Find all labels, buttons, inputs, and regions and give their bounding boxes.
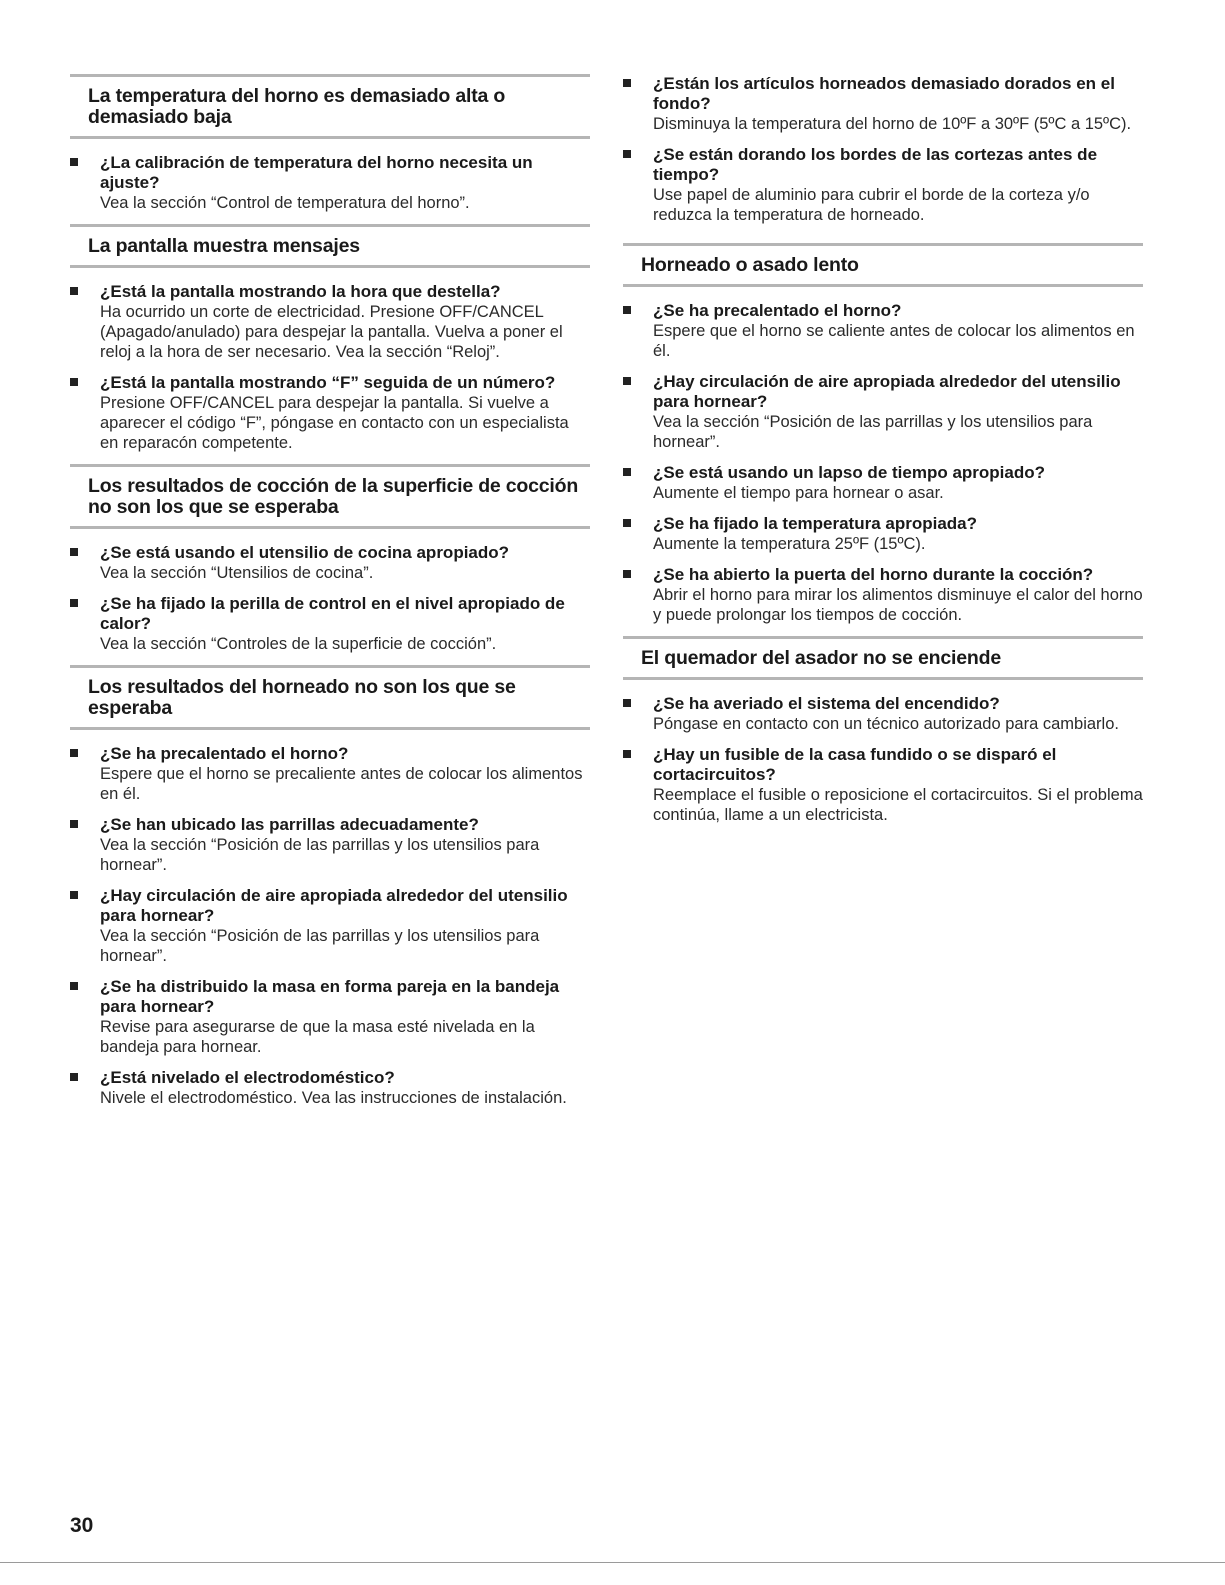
answer-text: Vea la sección “Posición de las parrillas y los utensilios para hornear”. — [653, 413, 1093, 451]
troubleshooting-item — [623, 565, 1143, 625]
answer-text: Vea la sección “Posición de las parrillas y los utensilios para hornear”. — [100, 927, 540, 965]
question-text: ¿Se está usando el utensilio de cocina apropiado? — [100, 543, 510, 562]
troubleshooting-item — [70, 282, 590, 362]
answer-text: Póngase en contacto con un técnico autorizado para cambiarlo. — [653, 715, 1119, 733]
square-bullet-icon — [70, 158, 78, 166]
bottom-rule — [0, 1562, 1225, 1563]
troubleshooting-section — [70, 224, 590, 453]
question-text: ¿Se ha precalentado el horno? — [653, 301, 902, 320]
question-text: ¿Se ha precalentado el horno? — [100, 744, 349, 763]
section-title: Los resultados del horneado no son los que se esperaba — [88, 676, 516, 719]
section-title: Los resultados de cocción de la superficie de cocción no son los que se esperaba — [88, 475, 579, 518]
answer-text: Aumente el tiempo para hornear o asar. — [653, 484, 944, 502]
square-bullet-icon — [70, 378, 78, 386]
question-text: ¿Se ha abierto la puerta del horno durante la cocción? — [653, 565, 1094, 584]
continued-items — [623, 74, 1143, 225]
answer-text: Disminuya la temperatura del horno de 10ºF a 30ºF (5ºC a 15ºC). — [653, 115, 1132, 133]
answer-text: Vea la sección “Posición de las parrillas y los utensilios para hornear”. — [100, 836, 540, 874]
question-text: ¿Se ha distribuido la masa en forma pareja en la bandeja para hornear? — [100, 977, 560, 1016]
question-text: ¿Se ha fijado la perilla de control en el nivel apropiado de calor? — [100, 594, 565, 633]
answer-text: Use papel de aluminio para cubrir el borde de la corteza y/o reduzca la temperatura de horneado. — [653, 186, 1090, 224]
troubleshooting-item — [623, 372, 1143, 452]
square-bullet-icon — [623, 570, 631, 578]
answer-text: Vea la sección “Controles de la superficie de cocción”. — [100, 635, 497, 653]
troubleshooting-section — [623, 636, 1143, 825]
troubleshooting-section — [70, 665, 590, 1108]
question-text: ¿Está nivelado el electrodoméstico? — [100, 1068, 395, 1087]
square-bullet-icon — [623, 79, 631, 87]
right-column — [623, 74, 1143, 836]
square-bullet-icon — [623, 519, 631, 527]
answer-text: Revise para asegurarse de que la masa esté nivelada en la bandeja para hornear. — [100, 1018, 535, 1056]
troubleshooting-item — [623, 74, 1143, 134]
question-text: ¿Está la pantalla mostrando “F” seguida de un número? — [100, 373, 556, 392]
troubleshooting-item — [70, 373, 590, 453]
square-bullet-icon — [70, 982, 78, 990]
section-title: El quemador del asador no se enciende — [641, 647, 1001, 669]
answer-text: Abrir el horno para mirar los alimentos disminuye el calor del horno y puede prolongar los tiempos de cocción. — [653, 586, 1143, 624]
square-bullet-icon — [70, 891, 78, 899]
section-title: Horneado o asado lento — [641, 254, 859, 276]
section-header — [70, 224, 590, 268]
troubleshooting-item — [70, 744, 590, 804]
section-header — [623, 243, 1143, 287]
question-text: ¿Se ha averiado el sistema del encendido? — [653, 694, 1000, 713]
square-bullet-icon — [623, 150, 631, 158]
square-bullet-icon — [70, 1073, 78, 1081]
troubleshooting-item — [623, 514, 1143, 554]
troubleshooting-item — [70, 886, 590, 966]
troubleshooting-item — [623, 463, 1143, 503]
question-text: ¿La calibración de temperatura del horno necesita un ajuste? — [100, 153, 533, 192]
square-bullet-icon — [623, 699, 631, 707]
square-bullet-icon — [623, 750, 631, 758]
section-header — [623, 636, 1143, 680]
troubleshooting-item — [70, 594, 590, 654]
answer-text: Espere que el horno se precaliente antes de colocar los alimentos en él. — [100, 765, 583, 803]
question-text: ¿Se está usando un lapso de tiempo apropiado? — [653, 463, 1045, 482]
question-text: ¿Se han ubicado las parrillas adecuadamente? — [100, 815, 479, 834]
square-bullet-icon — [70, 548, 78, 556]
square-bullet-icon — [70, 599, 78, 607]
answer-text: Vea la sección “Utensilios de cocina”. — [100, 564, 374, 582]
section-header — [70, 74, 590, 139]
question-text: ¿Hay circulación de aire apropiada alrededor del utensilio para hornear? — [100, 886, 568, 925]
troubleshooting-item — [70, 977, 590, 1057]
question-text: ¿Hay circulación de aire apropiada alrededor del utensilio para hornear? — [653, 372, 1121, 411]
section-header — [70, 464, 590, 529]
answer-text: Ha ocurrido un corte de electricidad. Presione OFF/CANCEL (Apagado/anulado) para despejar la pantalla. Vuelva a poner el reloj a la hora de ser necesario. Vea la sección “Reloj”. — [100, 303, 563, 361]
square-bullet-icon — [70, 820, 78, 828]
square-bullet-icon — [70, 749, 78, 757]
troubleshooting-item — [70, 815, 590, 875]
troubleshooting-item — [70, 1068, 590, 1108]
square-bullet-icon — [623, 377, 631, 385]
section-header — [70, 665, 590, 730]
answer-text: Aumente la temperatura 25ºF (15ºC). — [653, 535, 926, 553]
answer-text: Nivele el electrodoméstico. Vea las instrucciones de instalación. — [100, 1089, 567, 1107]
square-bullet-icon — [623, 306, 631, 314]
question-text: ¿Hay un fusible de la casa fundido o se disparó el cortacircuitos? — [653, 745, 1057, 784]
troubleshooting-item — [623, 301, 1143, 361]
troubleshooting-item — [70, 543, 590, 583]
page-number: 30 — [70, 1514, 94, 1537]
answer-text: Presione OFF/CANCEL para despejar la pantalla. Si vuelve a aparecer el código “F”, póngase en contacto con un especialista en reparacón competente. — [100, 394, 569, 452]
troubleshooting-section — [623, 243, 1143, 625]
question-text: ¿Está la pantalla mostrando la hora que destella? — [100, 282, 501, 301]
question-text: ¿Están los artículos horneados demasiado dorados en el fondo? — [653, 74, 1115, 113]
answer-text: Espere que el horno se caliente antes de colocar los alimentos en él. — [653, 322, 1135, 360]
question-text: ¿Se ha fijado la temperatura apropiada? — [653, 514, 978, 533]
answer-text: Reemplace el fusible o reposicione el cortacircuitos. Si el problema continúa, llame a un electricista. — [653, 786, 1143, 824]
answer-text: Vea la sección “Control de temperatura del horno”. — [100, 194, 470, 212]
square-bullet-icon — [70, 287, 78, 295]
troubleshooting-section — [70, 464, 590, 654]
section-title: La temperatura del horno es demasiado alta o demasiado baja — [88, 85, 506, 128]
left-column — [70, 74, 590, 1119]
square-bullet-icon — [623, 468, 631, 476]
troubleshooting-section — [70, 74, 590, 213]
troubleshooting-item — [623, 745, 1143, 825]
troubleshooting-item — [623, 145, 1143, 225]
question-text: ¿Se están dorando los bordes de las cortezas antes de tiempo? — [653, 145, 1098, 184]
section-title: La pantalla muestra mensajes — [88, 235, 360, 257]
troubleshooting-item — [623, 694, 1143, 734]
troubleshooting-item — [70, 153, 590, 213]
